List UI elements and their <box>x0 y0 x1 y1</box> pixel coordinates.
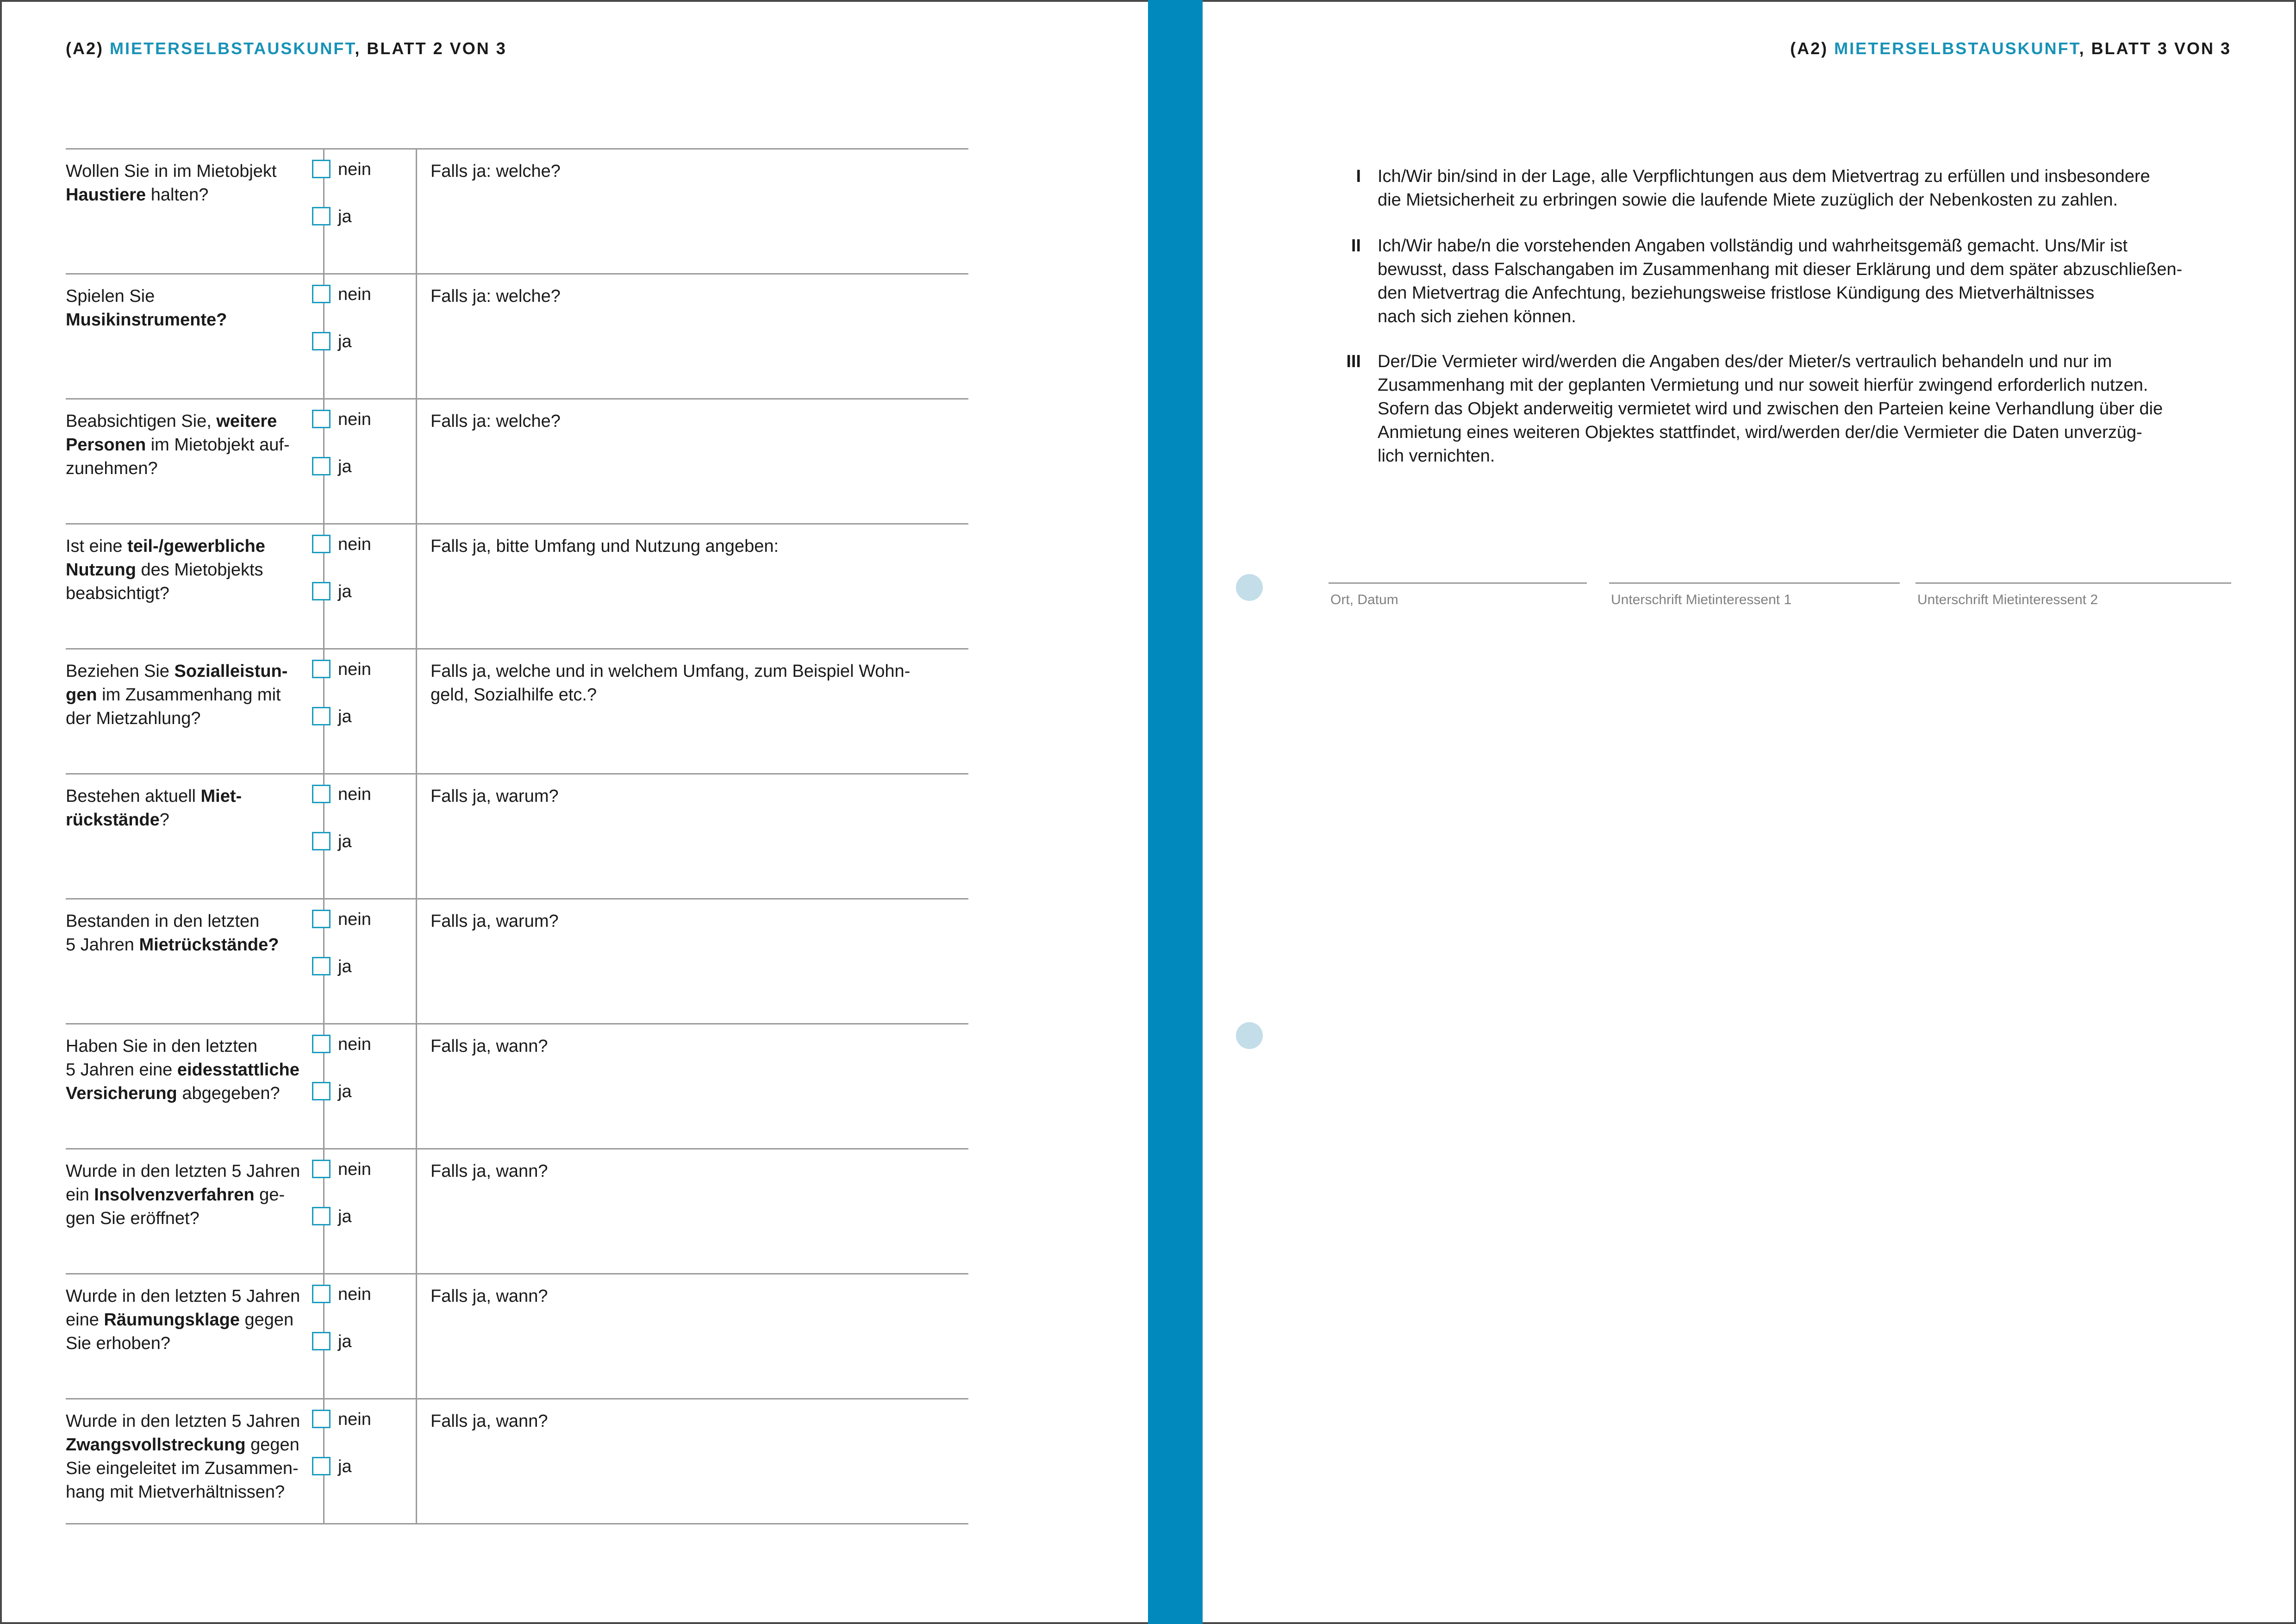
checkbox-ja[interactable] <box>312 832 331 850</box>
option-nein[interactable] <box>338 909 371 930</box>
option-label: nein <box>338 1035 371 1054</box>
question-keyword: Nutzung <box>66 560 136 580</box>
right-page-header <box>1790 39 2231 58</box>
question-keyword: Personen <box>66 435 146 455</box>
checkbox-ja[interactable] <box>312 207 331 225</box>
signature-label: Unterschrift Mietinteressent 2 <box>1917 592 2098 607</box>
option-label: ja <box>338 1332 352 1351</box>
option-label: nein <box>338 785 371 804</box>
column-divider <box>416 525 417 648</box>
question-fragment: Sie erhoben? <box>66 1334 171 1353</box>
option-ja[interactable] <box>338 706 352 727</box>
option-nein[interactable] <box>338 659 371 680</box>
declaration-number: I <box>1356 167 1361 186</box>
question-keyword: eidesstattliche <box>177 1060 299 1080</box>
declaration-text: Der/Die Vermieter wird/werden die Angaben des/der Mieter/s vertraulich behandeln und nur im Zusammenhang mit der geplanten Vermietung und nur soweit hierfür zwingend erforderlich nutzen. Sofern das Objekt anderweitig vermietet wird und zwischen den Parteien keine Verhandlung über die Anmietung eines weiteren Objektes stattfindet, wird/werden der/die Vermieter die Daten unverzüg- lich vernichten. <box>1378 352 2163 466</box>
question-row <box>66 1399 968 1524</box>
question-fragment: abgegeben? <box>177 1084 280 1103</box>
option-ja[interactable] <box>338 831 352 852</box>
question-text <box>66 1285 316 1355</box>
binding-spine <box>1148 0 1203 1624</box>
option-label: ja <box>338 582 352 601</box>
detail-prompt[interactable]: Falls ja, wann? <box>430 1412 548 1431</box>
option-label: ja <box>338 707 352 726</box>
checkbox-ja[interactable] <box>312 582 331 600</box>
column-divider <box>416 150 417 273</box>
left-page-header <box>66 39 507 58</box>
detail-prompt[interactable]: Falls ja, warum? <box>430 787 559 806</box>
question-row <box>66 1024 968 1149</box>
option-label: ja <box>338 1457 352 1476</box>
option-nein[interactable] <box>338 784 371 805</box>
question-text <box>66 1410 316 1504</box>
checkbox-nein[interactable] <box>312 1160 331 1178</box>
header-title: MIETERSELBSTAUSKUNFT <box>1834 39 2079 58</box>
option-nein[interactable] <box>338 409 371 430</box>
option-nein[interactable] <box>338 534 371 555</box>
checkbox-nein[interactable] <box>312 160 331 178</box>
question-fragment: beabsichtigt? <box>66 584 169 603</box>
option-label: ja <box>338 957 352 976</box>
option-label: ja <box>338 1082 352 1101</box>
question-row <box>66 400 968 525</box>
question-row <box>66 650 968 775</box>
option-nein[interactable] <box>338 159 371 180</box>
option-nein[interactable] <box>338 1409 371 1430</box>
checkbox-ja[interactable] <box>312 1207 331 1225</box>
question-keyword: teil-/gewerbliche <box>127 537 265 556</box>
column-divider <box>416 400 417 523</box>
option-nein[interactable] <box>338 1284 371 1305</box>
question-fragment: gegen <box>239 1310 294 1330</box>
question-keyword: gen <box>66 685 97 705</box>
question-keyword: rückstände <box>66 810 160 830</box>
checkbox-nein[interactable] <box>312 785 331 803</box>
checkbox-ja[interactable] <box>312 1082 331 1100</box>
option-label: ja <box>338 1207 352 1226</box>
column-divider <box>416 899 417 1023</box>
column-divider <box>416 275 417 398</box>
option-ja[interactable] <box>338 581 352 602</box>
checkbox-ja[interactable] <box>312 707 331 725</box>
detail-prompt[interactable]: Falls ja: welche? <box>430 287 561 306</box>
option-label: nein <box>338 535 371 554</box>
option-ja[interactable] <box>338 1331 352 1352</box>
question-fragment: Wurde in den letzten 5 Jahren <box>66 1287 300 1306</box>
question-fragment: Haben Sie in den letzten <box>66 1037 258 1056</box>
question-keyword: Musikinstrumente? <box>66 310 227 330</box>
question-text <box>66 535 316 606</box>
option-label: ja <box>338 457 352 476</box>
checkbox-nein[interactable] <box>312 1035 331 1053</box>
question-row <box>66 1149 968 1274</box>
question-fragment: Wurde in den letzten 5 Jahren <box>66 1412 300 1431</box>
question-fragment: ge- <box>254 1185 285 1205</box>
option-label: nein <box>338 410 371 429</box>
checkbox-ja[interactable] <box>312 1457 331 1475</box>
question-fragment: im Mietobjekt auf- <box>146 435 290 455</box>
signature-label: Unterschrift Mietinteressent 1 <box>1611 592 1792 607</box>
option-ja[interactable] <box>338 956 352 977</box>
declaration-text: Ich/Wir habe/n die vorstehenden Angaben vollständig und wahrheitsgemäß gemacht. Uns/Mir ist bewusst, dass Falschangaben im Zusammenhang mit dieser Erklärung und dem später abzuschließen- den Mietvertrag die Anfechtung, beziehungsweise fristlose Kündigung des Mietverhältnisses nach sich ziehen können. <box>1378 236 2183 326</box>
question-fragment: Wollen Sie in im Mietobjekt <box>66 162 277 181</box>
question-fragment: eine <box>66 1310 104 1330</box>
option-label: nein <box>338 910 371 929</box>
question-fragment: 5 Jahren eine <box>66 1060 177 1080</box>
option-ja[interactable] <box>338 1456 352 1477</box>
checkbox-nein[interactable] <box>312 1285 331 1303</box>
questionnaire-table <box>66 148 968 1524</box>
question-keyword: weitere <box>216 412 277 431</box>
checkbox-nein[interactable] <box>312 660 331 678</box>
option-label: nein <box>338 1160 371 1179</box>
option-nein[interactable] <box>338 1034 371 1055</box>
column-divider <box>416 650 417 773</box>
column-divider <box>416 1024 417 1148</box>
option-label: nein <box>338 285 371 304</box>
detail-prompt[interactable]: Falls ja: welche? <box>430 162 561 181</box>
question-text <box>66 910 316 957</box>
checkbox-nein[interactable] <box>312 535 331 553</box>
column-divider <box>416 1149 417 1273</box>
question-fragment: hang mit Mietverhältnissen? <box>66 1482 285 1502</box>
option-ja[interactable] <box>338 206 352 227</box>
question-fragment: Ist eine <box>66 537 128 556</box>
option-label: nein <box>338 660 371 679</box>
question-text <box>66 1160 316 1230</box>
question-keyword: Räumungsklage <box>104 1310 240 1330</box>
question-text <box>66 285 316 332</box>
header-sheet: , BLATT 3 VON 3 <box>2079 39 2231 58</box>
question-fragment: gen Sie eröffnet? <box>66 1209 200 1228</box>
option-label: ja <box>338 207 352 226</box>
checkbox-nein[interactable] <box>312 910 331 928</box>
question-row <box>66 525 968 650</box>
checkbox-nein[interactable] <box>312 410 331 428</box>
question-text <box>66 410 316 481</box>
declaration-number: III <box>1346 352 1361 371</box>
question-row <box>66 150 968 275</box>
option-ja[interactable] <box>338 1081 352 1102</box>
question-keyword: Insolvenzverfahren <box>94 1185 255 1205</box>
detail-prompt[interactable]: Falls ja: welche? <box>430 412 561 431</box>
detail-prompt[interactable]: Falls ja, wann? <box>430 1162 548 1181</box>
checkbox-nein[interactable] <box>312 285 331 303</box>
question-fragment: zunehmen? <box>66 459 158 478</box>
question-fragment: ein <box>66 1185 94 1205</box>
question-fragment: des Mietobjekts <box>136 560 263 580</box>
question-fragment: halten? <box>146 185 209 205</box>
question-text <box>66 785 316 832</box>
question-row <box>66 899 968 1024</box>
signature-line-applicant-1[interactable] <box>1609 582 1900 607</box>
question-keyword: Miet- <box>200 787 242 806</box>
question-fragment: Bestanden in den letzten <box>66 912 260 931</box>
column-divider <box>416 1399 417 1523</box>
question-keyword: Versicherung <box>66 1084 177 1103</box>
signature-line-applicant-2[interactable] <box>1915 582 2231 607</box>
detail-prompt[interactable]: Falls ja, welche und in welchem Umfang, zum Beispiel Wohn- geld, Sozialhilfe etc.? <box>430 662 911 705</box>
option-nein[interactable] <box>338 1159 371 1180</box>
option-label: nein <box>338 160 371 179</box>
checkbox-ja[interactable] <box>312 957 331 975</box>
option-label: ja <box>338 332 352 351</box>
question-fragment: Beabsichtigen Sie, <box>66 412 217 431</box>
checkbox-nein[interactable] <box>312 1410 331 1428</box>
option-ja[interactable] <box>338 331 352 352</box>
question-row <box>66 775 968 899</box>
question-row <box>66 1274 968 1399</box>
checkbox-ja[interactable] <box>312 1332 331 1350</box>
detail-prompt[interactable]: Falls ja, wann? <box>430 1287 548 1306</box>
question-fragment: Spielen Sie <box>66 287 155 306</box>
header-code: (A2) <box>66 39 104 58</box>
detail-prompt[interactable]: Falls ja, bitte Umfang und Nutzung angeben: <box>430 537 779 556</box>
question-keyword: Mietrückstände? <box>139 935 279 955</box>
question-text <box>66 660 316 731</box>
signature-label: Ort, Datum <box>1330 592 1398 607</box>
question-text <box>66 160 316 207</box>
punch-hole-marker <box>1236 574 1263 601</box>
option-label: nein <box>338 1410 371 1429</box>
option-ja[interactable] <box>338 456 352 477</box>
question-fragment: Sie eingeleitet im Zusammen- <box>66 1459 299 1478</box>
question-fragment: Beziehen Sie <box>66 662 175 681</box>
detail-prompt[interactable]: Falls ja, warum? <box>430 912 559 931</box>
option-label: nein <box>338 1285 371 1304</box>
question-fragment: gegen <box>245 1435 299 1455</box>
option-nein[interactable] <box>338 284 371 305</box>
column-divider <box>416 775 417 898</box>
punch-hole-marker <box>1236 1022 1263 1049</box>
option-label: ja <box>338 832 352 851</box>
checkbox-ja[interactable] <box>312 457 331 475</box>
question-fragment: 5 Jahren <box>66 935 139 955</box>
option-ja[interactable] <box>338 1206 352 1227</box>
question-fragment: Wurde in den letzten 5 Jahren <box>66 1162 300 1181</box>
question-keyword: Zwangsvollstreckung <box>66 1435 246 1455</box>
header-title: MIETERSELBSTAUSKUNFT <box>110 39 355 58</box>
signature-line-place-date[interactable] <box>1329 582 1587 607</box>
column-divider <box>416 1274 417 1398</box>
declaration-text: Ich/Wir bin/sind in der Lage, alle Verpflichtungen aus dem Mietvertrag zu erfüllen und insbesondere die Mietsicherheit zu erbringen sowie die laufende Miete zuzüglich der Nebenkosten zu zahlen. <box>1378 167 2150 210</box>
question-fragment: ? <box>159 810 169 830</box>
header-code: (A2) <box>1790 39 1828 58</box>
detail-prompt[interactable]: Falls ja, wann? <box>430 1037 548 1056</box>
header-sheet: , BLATT 2 VON 3 <box>355 39 507 58</box>
question-fragment: Bestehen aktuell <box>66 787 201 806</box>
declaration-number: II <box>1351 236 1361 256</box>
question-fragment: im Zusammenhang mit <box>97 685 281 705</box>
checkbox-ja[interactable] <box>312 332 331 350</box>
question-row <box>66 275 968 400</box>
question-fragment: der Mietzahlung? <box>66 709 201 728</box>
question-keyword: Sozialleistun- <box>174 662 288 681</box>
question-text <box>66 1035 316 1106</box>
question-keyword: Haustiere <box>66 185 146 205</box>
